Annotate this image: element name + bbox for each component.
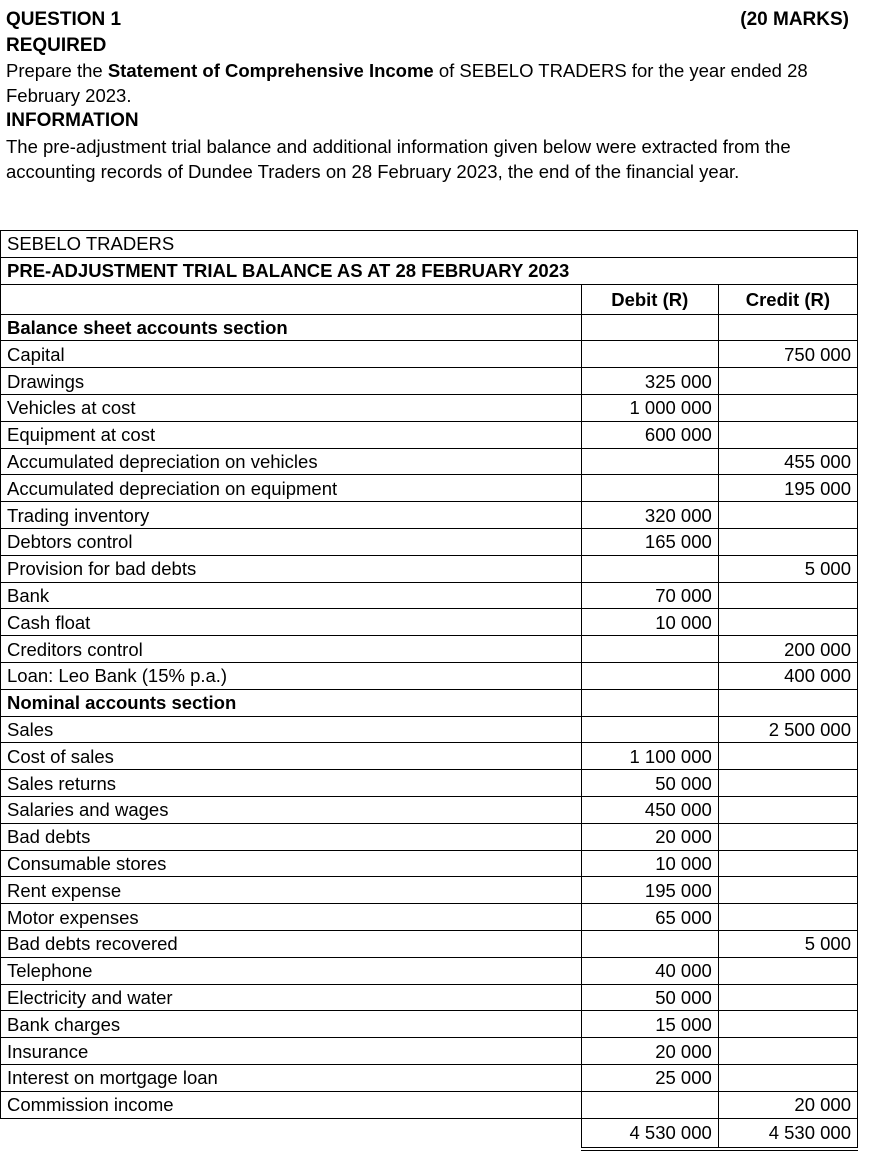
debit-amount <box>581 341 718 368</box>
debit-amount: 20 000 <box>581 823 718 850</box>
account-name: Salaries and wages <box>1 796 582 823</box>
table-row <box>1 609 858 636</box>
debit-amount: 10 000 <box>581 609 718 636</box>
account-name: Consumable stores <box>1 850 582 877</box>
account-name: Debtors control <box>1 528 582 555</box>
table-row <box>1 475 858 502</box>
table-row <box>1 582 858 609</box>
credit-header: Credit (R) <box>718 284 857 314</box>
table-subtitle: PRE-ADJUSTMENT TRIAL BALANCE AS AT 28 FEBRUARY 2023 <box>1 257 858 284</box>
table-row <box>1 636 858 663</box>
account-name: Rent expense <box>1 877 582 904</box>
credit-amount <box>718 689 857 716</box>
debit-amount <box>581 689 718 716</box>
debit-amount <box>581 636 718 663</box>
question-marks: (20 MARKS) <box>740 9 849 30</box>
total-blank <box>1 1118 582 1149</box>
credit-amount <box>718 850 857 877</box>
table-row <box>1 1038 858 1065</box>
table-row <box>1 770 858 797</box>
debit-amount <box>581 555 718 582</box>
debit-amount: 40 000 <box>581 957 718 984</box>
account-name: Trading inventory <box>1 502 582 529</box>
credit-amount: 2 500 000 <box>718 716 857 743</box>
credit-amount: 400 000 <box>718 662 857 689</box>
credit-amount <box>718 823 857 850</box>
debit-amount: 1 100 000 <box>581 743 718 770</box>
debit-amount: 1 000 000 <box>581 394 718 421</box>
table-row <box>1 341 858 368</box>
section-label: Balance sheet accounts section <box>1 314 582 341</box>
account-name: Creditors control <box>1 636 582 663</box>
debit-amount: 15 000 <box>581 1011 718 1038</box>
required-text: Prepare the Statement of Comprehensive Income of SEBELO TRADERS for the year ended 28 February 2023. <box>6 60 808 106</box>
credit-amount <box>718 1038 857 1065</box>
total-row <box>1 1118 858 1149</box>
credit-amount <box>718 421 857 448</box>
credit-amount <box>718 904 857 931</box>
credit-amount <box>718 368 857 395</box>
table-row <box>1 823 858 850</box>
table-row <box>1 394 858 421</box>
table-row <box>1 368 858 395</box>
header-blank <box>1 284 582 314</box>
account-name: Telephone <box>1 957 582 984</box>
question-header <box>6 7 849 32</box>
table-row <box>1 904 858 931</box>
account-name: Cash float <box>1 609 582 636</box>
account-name: Cost of sales <box>1 743 582 770</box>
table-row <box>1 957 858 984</box>
credit-amount: 455 000 <box>718 448 857 475</box>
credit-amount: 200 000 <box>718 636 857 663</box>
credit-amount <box>718 394 857 421</box>
account-name: Commission income <box>1 1091 582 1118</box>
debit-amount: 195 000 <box>581 877 718 904</box>
debit-amount <box>581 475 718 502</box>
debit-amount <box>581 1091 718 1118</box>
account-name: Provision for bad debts <box>1 555 582 582</box>
credit-amount <box>718 877 857 904</box>
credit-amount: 750 000 <box>718 341 857 368</box>
account-name: Electricity and water <box>1 984 582 1011</box>
question-title: QUESTION 1 <box>6 9 122 30</box>
table-row <box>1 716 858 743</box>
account-name: Sales returns <box>1 770 582 797</box>
table-row <box>1 1091 858 1118</box>
section-row <box>1 314 858 341</box>
debit-amount: 450 000 <box>581 796 718 823</box>
debit-amount: 65 000 <box>581 904 718 931</box>
debit-header: Debit (R) <box>581 284 718 314</box>
credit-amount <box>718 609 857 636</box>
account-name: Sales <box>1 716 582 743</box>
table-row <box>1 743 858 770</box>
account-name: Accumulated depreciation on vehicles <box>1 448 582 475</box>
account-name: Drawings <box>1 368 582 395</box>
credit-amount <box>718 502 857 529</box>
table-row <box>1 1011 858 1038</box>
table-row <box>1 421 858 448</box>
section-label: Nominal accounts section <box>1 689 582 716</box>
debit-amount <box>581 930 718 957</box>
account-name: Capital <box>1 341 582 368</box>
table-row <box>1 850 858 877</box>
credit-amount <box>718 1011 857 1038</box>
account-name: Bad debts <box>1 823 582 850</box>
credit-amount <box>718 984 857 1011</box>
table-row <box>1 796 858 823</box>
account-name: Loan: Leo Bank (15% p.a.) <box>1 662 582 689</box>
credit-amount <box>718 1064 857 1091</box>
table-row <box>1 930 858 957</box>
information-text: The pre-adjustment trial balance and additional information given below were extracted from the accounting records of Dundee Traders on 28 February 2023, the end of the financial year. <box>6 136 791 182</box>
debit-amount: 600 000 <box>581 421 718 448</box>
table-row <box>1 877 858 904</box>
debit-amount: 50 000 <box>581 984 718 1011</box>
debit-amount: 165 000 <box>581 528 718 555</box>
account-name: Motor expenses <box>1 904 582 931</box>
debit-amount: 10 000 <box>581 850 718 877</box>
credit-amount <box>718 743 857 770</box>
credit-amount: 195 000 <box>718 475 857 502</box>
account-name: Accumulated depreciation on equipment <box>1 475 582 502</box>
account-name: Bank charges <box>1 1011 582 1038</box>
account-name: Bank <box>1 582 582 609</box>
credit-amount <box>718 314 857 341</box>
total-credit: 4 530 000 <box>718 1118 857 1149</box>
table-title: SEBELO TRADERS <box>1 231 858 258</box>
debit-amount: 325 000 <box>581 368 718 395</box>
information-heading: INFORMATION <box>6 110 139 131</box>
debit-amount <box>581 314 718 341</box>
account-name: Interest on mortgage loan <box>1 1064 582 1091</box>
table-row <box>1 528 858 555</box>
account-name: Bad debts recovered <box>1 930 582 957</box>
debit-amount: 320 000 <box>581 502 718 529</box>
debit-amount: 70 000 <box>581 582 718 609</box>
debit-amount: 50 000 <box>581 770 718 797</box>
credit-amount <box>718 957 857 984</box>
required-heading: REQUIRED <box>6 35 107 56</box>
debit-amount: 25 000 <box>581 1064 718 1091</box>
trial-balance-table <box>0 230 858 1151</box>
credit-amount: 20 000 <box>718 1091 857 1118</box>
debit-amount: 20 000 <box>581 1038 718 1065</box>
account-name: Insurance <box>1 1038 582 1065</box>
table-row <box>1 1064 858 1091</box>
credit-amount <box>718 582 857 609</box>
credit-amount <box>718 770 857 797</box>
credit-amount <box>718 528 857 555</box>
account-name: Equipment at cost <box>1 421 582 448</box>
table-row <box>1 448 858 475</box>
section-row <box>1 689 858 716</box>
debit-amount <box>581 716 718 743</box>
total-debit: 4 530 000 <box>581 1118 718 1149</box>
table-row <box>1 984 858 1011</box>
statement-name: Statement of Comprehensive Income <box>107 60 434 81</box>
debit-amount <box>581 662 718 689</box>
table-row <box>1 662 858 689</box>
account-name: Vehicles at cost <box>1 394 582 421</box>
table-row <box>1 555 858 582</box>
credit-amount <box>718 796 857 823</box>
debit-amount <box>581 448 718 475</box>
table-row <box>1 502 858 529</box>
credit-amount: 5 000 <box>718 555 857 582</box>
credit-amount: 5 000 <box>718 930 857 957</box>
